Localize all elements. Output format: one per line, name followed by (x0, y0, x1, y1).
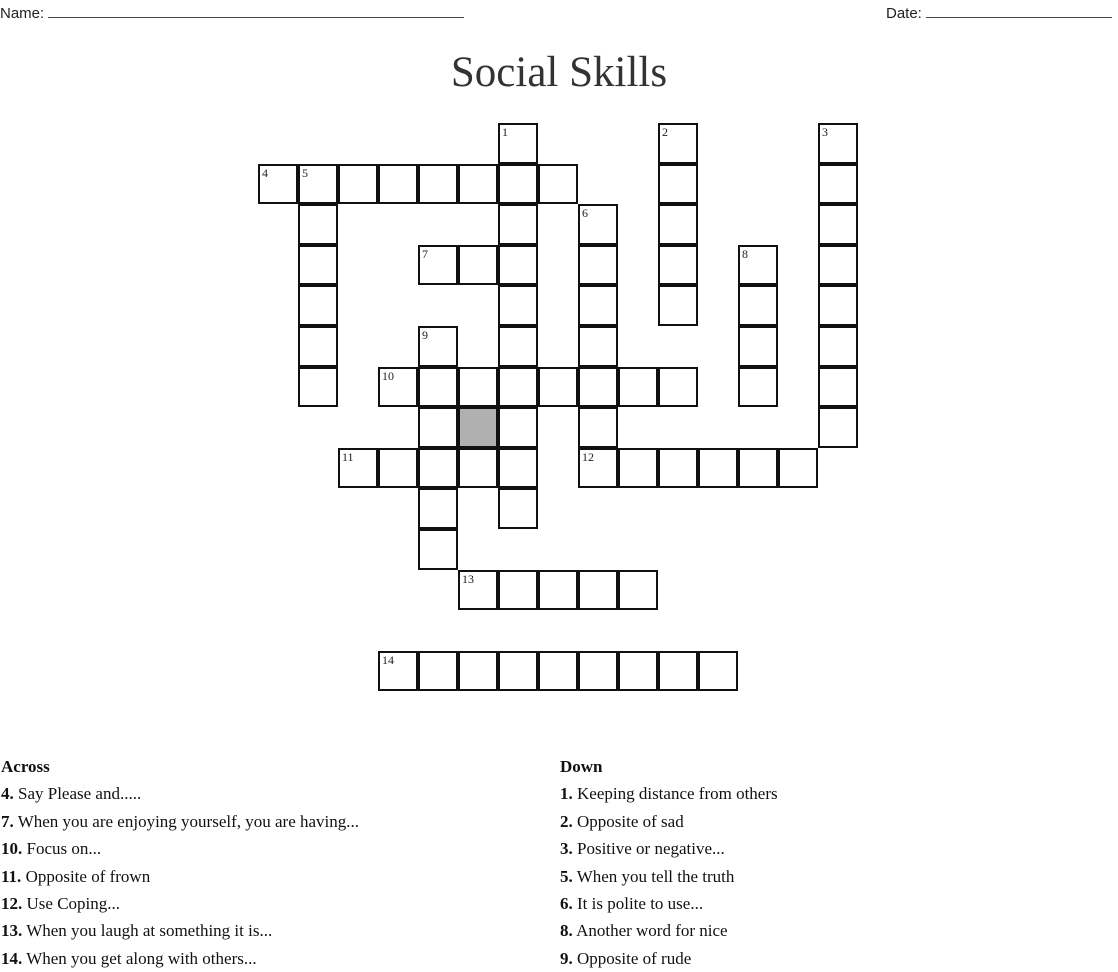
grid-cell[interactable] (338, 448, 378, 489)
grid-cell[interactable] (298, 245, 338, 286)
grid-cell[interactable] (498, 204, 538, 245)
grid-cell[interactable] (498, 123, 538, 164)
cell-number: 8 (742, 246, 748, 261)
cell-number: 14 (382, 652, 394, 667)
grid-cell[interactable] (458, 651, 498, 692)
clue-down (560, 780, 778, 807)
clue-text: When you get along with others... (26, 948, 257, 968)
date-field[interactable] (886, 3, 1112, 22)
across-heading: Across (1, 757, 50, 776)
clue-across (1, 808, 359, 835)
clue-text: Say Please and..... (18, 784, 142, 804)
clue-text: Keeping distance from others (577, 784, 778, 804)
grid-cell[interactable] (298, 367, 338, 408)
grid-cell[interactable] (578, 651, 618, 692)
clue-text: Another word for nice (576, 921, 728, 941)
clue-number: 10. (1, 839, 23, 859)
grid-cell[interactable] (418, 488, 458, 529)
grid-cell[interactable] (818, 204, 858, 245)
grid-cell[interactable] (738, 448, 778, 489)
grid-cell[interactable] (618, 651, 658, 692)
clue-number: 11. (1, 866, 22, 886)
clue-number: 1. (560, 784, 573, 804)
grid-cell[interactable] (498, 488, 538, 529)
grid-cell[interactable] (578, 367, 618, 408)
name-blank-line[interactable] (48, 3, 464, 18)
clue-text: Positive or negative... (577, 839, 725, 859)
grid-cell[interactable] (258, 164, 298, 205)
grid-cell[interactable] (458, 448, 498, 489)
grid-cell[interactable] (818, 407, 858, 448)
grid-cell[interactable] (618, 570, 658, 611)
grid-cell[interactable] (458, 245, 498, 286)
clue-text: When you laugh at something it is... (26, 921, 273, 941)
grid-cell[interactable] (578, 285, 618, 326)
cell-number: 7 (422, 246, 428, 261)
grid-cell[interactable] (658, 651, 698, 692)
clue-text: Use Coping... (26, 894, 120, 914)
grid-cell[interactable] (578, 204, 618, 245)
grid-cell[interactable] (458, 367, 498, 408)
grid-cell[interactable] (578, 407, 618, 448)
down-heading: Down (560, 757, 603, 776)
grid-cell[interactable] (498, 367, 538, 408)
grid-cell[interactable] (378, 164, 418, 205)
name-label: Name: (0, 5, 45, 22)
clue-number: 12. (1, 894, 23, 914)
grid-cell[interactable] (618, 367, 658, 408)
grid-cell[interactable] (418, 651, 458, 692)
clue-number: 6. (560, 894, 573, 914)
grid-cell[interactable] (498, 448, 538, 489)
grid-cell[interactable] (498, 651, 538, 692)
grid-cell[interactable] (578, 448, 618, 489)
grid-cell[interactable] (538, 651, 578, 692)
grid-cell[interactable] (658, 123, 698, 164)
grid-cell[interactable] (818, 123, 858, 164)
grid-cell[interactable] (418, 245, 458, 286)
grid-cell[interactable] (418, 448, 458, 489)
grid-cell[interactable] (498, 326, 538, 367)
grid-cell[interactable] (578, 570, 618, 611)
cell-number: 2 (662, 125, 668, 139)
grid-cell[interactable] (298, 164, 338, 205)
grid-cell[interactable] (298, 285, 338, 326)
grid-cell[interactable] (498, 164, 538, 205)
clue-text: When you tell the truth (576, 866, 735, 886)
clue-down (560, 808, 778, 835)
grid-cell[interactable] (778, 448, 818, 489)
clue-down (560, 890, 778, 917)
clue-across (1, 835, 359, 862)
grid-cell[interactable] (378, 367, 418, 408)
grid-cell[interactable] (658, 164, 698, 205)
grid-cell[interactable] (418, 407, 458, 448)
cell-number: 13 (462, 571, 474, 586)
grid-cell[interactable] (378, 448, 418, 489)
grid-cell[interactable] (658, 448, 698, 489)
grid-cell[interactable] (818, 285, 858, 326)
grid-cell[interactable] (738, 245, 778, 286)
grid-cell[interactable] (578, 326, 618, 367)
grid-cell[interactable] (658, 245, 698, 286)
grid-cell[interactable] (418, 529, 458, 570)
clue-text: It is polite to use... (577, 894, 704, 914)
cell-number: 11 (342, 449, 354, 464)
clue-text: Opposite of frown (25, 866, 151, 886)
grid-cell[interactable] (818, 326, 858, 367)
clue-number: 3. (560, 839, 573, 859)
grid-cell[interactable] (498, 285, 538, 326)
clue-number: 2. (560, 811, 573, 831)
clue-across (1, 890, 359, 917)
clue-down (560, 863, 778, 890)
grid-cell[interactable] (578, 245, 618, 286)
cell-number: 10 (382, 368, 394, 383)
grid-cell[interactable] (298, 326, 338, 367)
grid-cell[interactable] (698, 448, 738, 489)
grid-cell[interactable] (418, 326, 458, 367)
grid-cell[interactable] (538, 367, 578, 408)
grid-cell[interactable] (738, 326, 778, 367)
clue-number: 4. (1, 784, 14, 804)
grid-cell[interactable] (818, 245, 858, 286)
grid-cell[interactable] (498, 407, 538, 448)
grid-cell[interactable] (418, 164, 458, 205)
cell-number: 4 (262, 165, 268, 180)
grid-cell[interactable] (818, 367, 858, 408)
grid-cell[interactable] (498, 245, 538, 286)
clue-text: When you are enjoying yourself, you are having... (17, 811, 360, 831)
clue-number: 8. (560, 921, 573, 941)
grid-cell[interactable] (818, 164, 858, 205)
grid-cell[interactable] (658, 367, 698, 408)
grid-cell[interactable] (538, 164, 578, 205)
clue-number: 13. (1, 921, 23, 941)
clue-text: Opposite of rude (577, 948, 692, 968)
grid-cell[interactable] (618, 448, 658, 489)
puzzle-title: Social Skills (450, 49, 668, 96)
clue-number: 5. (560, 866, 573, 886)
grid-cell[interactable] (498, 570, 538, 611)
grid-cell[interactable] (298, 204, 338, 245)
grid-cell[interactable] (658, 204, 698, 245)
cell-number: 3 (822, 125, 828, 139)
name-field[interactable] (0, 3, 464, 22)
grid-cell[interactable] (378, 651, 418, 692)
clue-across (1, 945, 359, 972)
clue-down (560, 945, 778, 972)
clue-across (1, 863, 359, 890)
cell-number: 12 (582, 449, 594, 464)
clue-across (1, 917, 359, 944)
clue-number: 14. (1, 948, 23, 968)
clue-text: Opposite of sad (577, 811, 684, 831)
date-blank-line[interactable] (926, 3, 1112, 18)
grid-cell[interactable] (338, 164, 378, 205)
grid-cell[interactable] (738, 285, 778, 326)
cell-number: 1 (502, 125, 508, 139)
grid-cell[interactable] (658, 285, 698, 326)
clue-down (560, 917, 778, 944)
down-clues (560, 753, 778, 972)
cell-number: 5 (302, 165, 308, 180)
grid-cell[interactable] (458, 164, 498, 205)
clue-number: 7. (1, 811, 14, 831)
cell-number: 9 (422, 328, 428, 342)
grid-cell[interactable] (738, 367, 778, 408)
clue-down (560, 835, 778, 862)
cell-number: 6 (582, 206, 588, 221)
grid-cell[interactable] (458, 570, 498, 611)
grid-cell[interactable] (418, 367, 458, 408)
shaded-cell (458, 407, 498, 448)
across-clues (1, 753, 359, 972)
grid-cell[interactable] (538, 570, 578, 611)
clue-text: Focus on... (26, 839, 102, 859)
clue-across (1, 780, 359, 807)
grid-cell[interactable] (698, 651, 738, 692)
date-label: Date: (886, 5, 922, 22)
clue-number: 9. (560, 948, 573, 968)
